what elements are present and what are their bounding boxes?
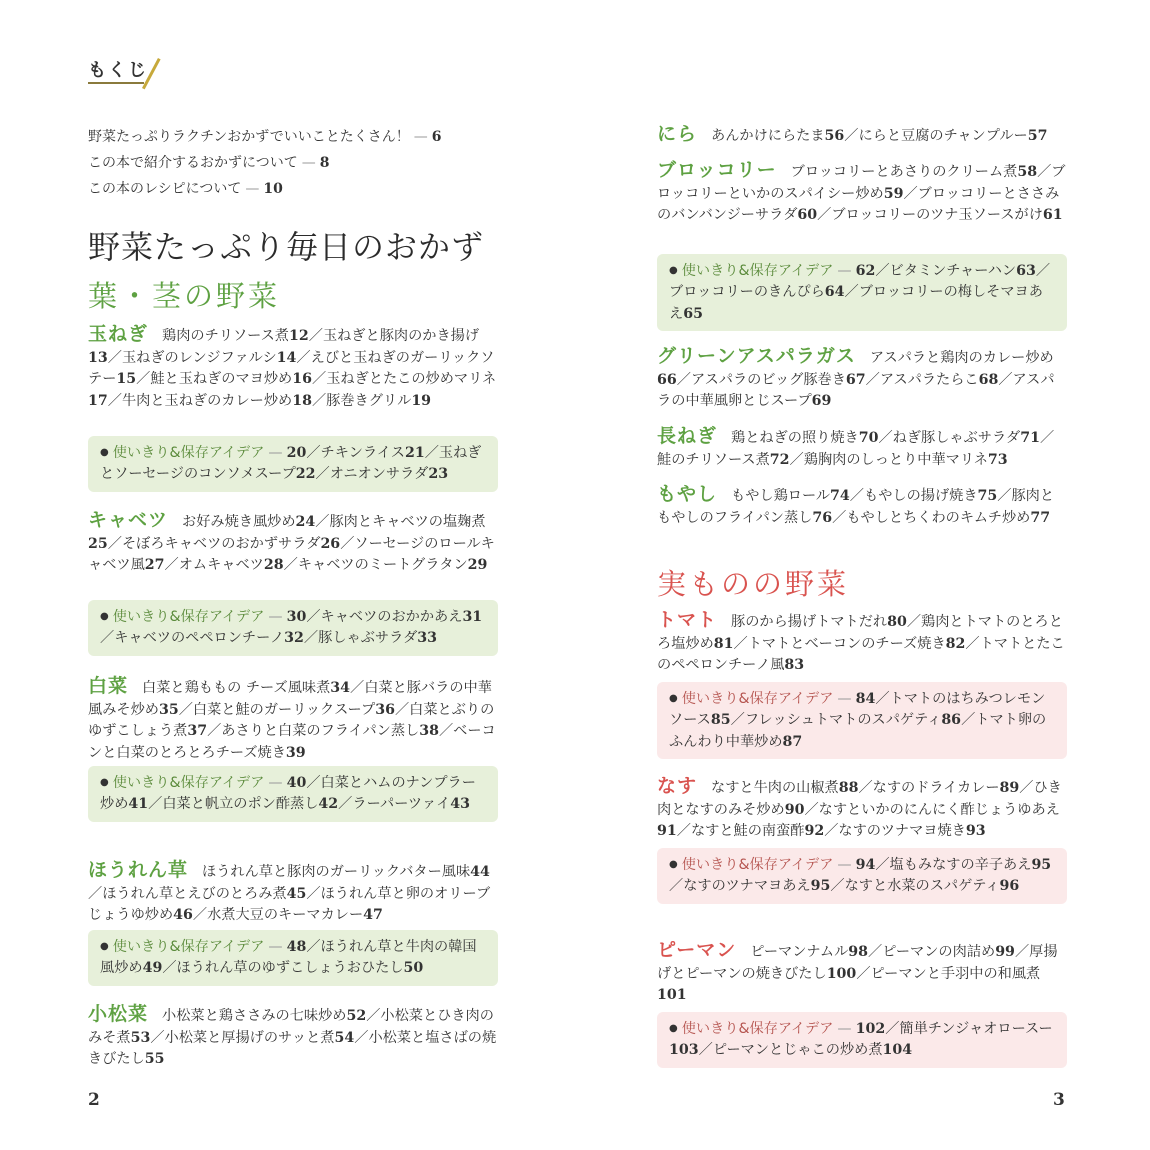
recipe-page: 22: [295, 466, 316, 483]
recipe-page: 69: [811, 393, 832, 409]
idea-box-tomato[interactable]: ● 使いきり&保存アイデア — 84／トマトのはちみつレモンソース85／フレッシュトマトのスパゲティ86／トマト卵のふんわり中華炒め87: [657, 682, 1067, 759]
recipe-title[interactable]: キャベツのおかかあえ: [320, 608, 463, 625]
recipe-page: 41: [128, 796, 149, 813]
recipe-page: 35: [158, 701, 179, 718]
recipe-page: 18: [292, 392, 312, 409]
recipe-page: 96: [999, 878, 1020, 895]
recipe-page: 46: [173, 907, 193, 923]
entry-nira[interactable]: にら あんかけにらたま56／にらと豆腐のチャンプルー57: [657, 123, 1048, 145]
recipe-page: 57: [1027, 128, 1048, 144]
recipe-page: 89: [999, 780, 1020, 796]
recipe-page: 47: [363, 907, 383, 923]
recipe-page: 28: [263, 557, 284, 573]
recipe-title[interactable]: ブロッコリーの梅しそマヨあえ: [669, 284, 1043, 322]
recipe-title[interactable]: 牛肉と玉ねぎのカレー炒め: [121, 392, 293, 409]
idea-page: 94: [855, 856, 876, 873]
recipe-page: 72: [769, 451, 790, 468]
recipe-page: 42: [318, 796, 339, 813]
recipe-page: 92: [804, 823, 825, 839]
recipe-title[interactable]: 玉ねぎと豚肉のかき揚げ: [322, 328, 480, 344]
recipe-title[interactable]: 豚しゃぶサラダ: [318, 630, 418, 647]
category-fruit-title: 実ものの野菜: [657, 567, 850, 601]
idea-label: 使いきり&保存アイデア: [112, 444, 265, 461]
recipe-title[interactable]: アスパラと鶏肉のカレー炒め: [869, 350, 1054, 366]
recipe-page: 53: [130, 1029, 151, 1046]
idea-label: 使いきり&保存アイデア: [112, 608, 265, 625]
recipe-title[interactable]: 鮭のチリソース煮: [657, 451, 770, 468]
idea-box-broccoli[interactable]: ● 使いきり&保存アイデア — 62／ビタミンチャーハン63／ブロッコリーのきんぴら64／ブロッコリーの梅しそマヨあえ65: [657, 254, 1067, 331]
recipe-page: 63: [1016, 262, 1036, 279]
page-number-left: 2: [88, 1090, 100, 1110]
idea-box-piman[interactable]: ● 使いきり&保存アイデア — 102／簡単チンジャオロースー103／ピーマンとじゃこの炒め煮104: [657, 1012, 1067, 1068]
intro-item[interactable]: この本で紹介するおかずについて — 8: [88, 155, 330, 171]
entry-nasu[interactable]: なす なすと牛肉の山椒煮88／なすのドライカレー89／ひき肉となすのみそ炒め90／なすといかのにんにく酢じょうゆあえ91／なすと鮭の南蛮酢92／なすのツナマヨ焼き93: [657, 775, 1062, 839]
recipe-page: 103: [669, 1042, 699, 1059]
idea-label: 使いきり&保存アイデア: [681, 1020, 834, 1037]
recipe-title[interactable]: アスパラたらこ: [879, 371, 979, 388]
vegetable-name: グリーンアスパラガス: [657, 345, 856, 367]
recipe-title[interactable]: 小松菜と厚揚げのサッと煮: [164, 1029, 335, 1046]
recipe-page: 27: [144, 557, 165, 573]
vegetable-name: 玉ねぎ: [88, 323, 149, 345]
recipe-page: 74: [830, 488, 850, 504]
recipe-page: 13: [88, 349, 108, 366]
recipe-title[interactable]: なすと水菜のスパゲティ: [844, 878, 1000, 895]
idea-label: 使いきり&保存アイデア: [681, 690, 834, 707]
recipe-title[interactable]: ほうれん草と牛肉の韓国風炒め: [100, 938, 477, 977]
recipe-page: 19: [411, 392, 432, 409]
recipe-title[interactable]: ブロッコリーとささみのバンバンジーサラダ: [657, 185, 1060, 223]
recipe-title[interactable]: ブロッコリーとあさりのクリーム煮: [790, 164, 1018, 180]
idea-page: 40: [286, 774, 307, 791]
recipe-title[interactable]: 玉ねぎとソーセージのコンソメスープ: [100, 444, 482, 483]
idea-page: 48: [286, 938, 307, 955]
bullet-icon: ●: [669, 265, 678, 276]
recipe-title[interactable]: 玉ねぎとたこの炒めマリネ: [326, 371, 497, 387]
entry-broccoli[interactable]: ブロッコリー ブロッコリーとあさりのクリーム煮58／ブロッコリーといかのスパイシー炒め59／ブロッコリーとささみのバンバンジーサラダ60／ブロッコリーのツナ玉ソースがけ61: [657, 159, 1066, 223]
recipe-page: 73: [987, 451, 1008, 468]
recipe-page: 21: [404, 444, 425, 461]
recipe-title[interactable]: 鶏胸肉のしっとり中華マリネ: [803, 451, 988, 468]
recipe-title[interactable]: ベーコンと白菜のとろとろチーズ焼き: [88, 723, 496, 761]
recipe-title[interactable]: 豚巻きグリル: [326, 392, 412, 409]
recipe-title[interactable]: なすと鮭の南蛮酢: [690, 823, 805, 839]
intro-page: 6: [431, 129, 442, 145]
recipe-page: 95: [1031, 856, 1052, 873]
recipe-title[interactable]: あさりと白菜のフライパン蒸し: [221, 723, 420, 739]
entry-tamanegi[interactable]: 玉ねぎ 鶏肉のチリソース煮12／玉ねぎと豚肉のかき揚げ13／玉ねぎのレンジファルシ14／えびと玉ねぎのガーリックソテー15／鮭と玉ねぎのマヨ炒め16／玉ねぎとたこの炒めマリネ17／牛肉と玉ねぎのカレー炒め18／豚巻きグリル19: [88, 323, 497, 409]
recipe-title[interactable]: もやしの揚げ焼き: [864, 488, 978, 504]
recipe-page: 100: [826, 965, 857, 982]
recipe-title[interactable]: なすのドライカレー: [872, 780, 1000, 796]
recipe-title[interactable]: 白菜とハムのナンプラー炒め: [100, 774, 476, 813]
vegetable-name: にら: [657, 123, 698, 145]
recipe-title[interactable]: トマト卵のふんわり中華炒め: [669, 712, 1047, 750]
recipe-title[interactable]: 鶏肉とトマトのとろとろ塩炒め: [657, 614, 1063, 652]
recipe-title[interactable]: 白菜と鮭のガーリックスープ: [192, 701, 376, 718]
recipe-page: 29: [467, 557, 488, 573]
recipe-page: 76: [812, 509, 833, 526]
idea-page: 62: [855, 262, 876, 279]
idea-label: 使いきり&保存アイデア: [112, 938, 265, 955]
recipe-title[interactable]: 白菜とぶりのゆずこしょう煮: [88, 701, 495, 739]
recipe-page: 70: [858, 430, 879, 446]
entry-naganegi[interactable]: 長ねぎ 鶏とねぎの照り焼き70／ねぎ豚しゃぶサラダ71／鮭のチリソース煮72／鶏胸肉のしっとり中華マリネ73: [657, 425, 1055, 468]
idea-page: 102: [855, 1020, 886, 1037]
recipe-title[interactable]: ピーマンナムル: [750, 944, 849, 960]
recipe-title[interactable]: ブロッコリーのきんぴら: [669, 284, 825, 301]
vegetable-name: キャベツ: [88, 509, 169, 531]
bullet-icon: ●: [100, 447, 109, 458]
recipe-page: 88: [838, 780, 859, 796]
vegetable-name: 白菜: [88, 675, 129, 697]
recipe-page: 43: [450, 796, 471, 813]
entry-piman[interactable]: ピーマン ピーマンナムル98／ピーマンの肉詰め99／厚揚げとピーマンの焼きびたし100／ピーマンと手羽中の和風煮101: [657, 939, 1058, 1003]
recipe-title[interactable]: ラーパーツァイ: [352, 796, 451, 813]
recipe-page: 49: [142, 960, 163, 977]
recipe-page: 33: [417, 630, 438, 647]
vegetable-name: ピーマン: [657, 939, 737, 961]
recipe-title[interactable]: なすのツナマヨあえ: [683, 878, 811, 895]
recipe-page: 37: [187, 723, 208, 739]
recipe-page: 31: [462, 608, 483, 625]
recipe-page: 81: [713, 635, 734, 652]
recipe-page: 56: [824, 128, 845, 144]
recipe-title[interactable]: キャベツのミートグラタン: [297, 557, 468, 573]
recipe-title[interactable]: なすといかのにんにく酢じょうゆあえ: [818, 801, 1060, 818]
recipe-page: 12: [289, 328, 309, 344]
recipe-page: 87: [782, 733, 803, 750]
main-title: 野菜たっぷり毎日のおかず: [88, 228, 485, 266]
idea-box-horenso[interactable]: ● 使いきり&保存アイデア — 48／ほうれん草と牛肉の韓国風炒め49／ほうれん草のゆずこしょうおひたし50: [88, 930, 498, 986]
bullet-icon: ●: [669, 693, 678, 704]
recipe-page: 90: [784, 801, 805, 818]
recipe-page: 44: [470, 864, 490, 880]
mokuji-heading: もくじ: [88, 60, 148, 81]
recipe-title[interactable]: トマトのはちみつレモンソース: [669, 690, 1046, 729]
bullet-icon: ●: [100, 941, 109, 952]
recipe-title[interactable]: もやし鶏ロール: [731, 488, 831, 504]
recipe-page: 82: [945, 635, 966, 652]
idea-label: 使いきり&保存アイデア: [681, 262, 834, 279]
recipe-title[interactable]: 白菜と鶏ももの チーズ風味煮: [142, 680, 331, 696]
recipe-title[interactable]: ほうれん草とえびのとろみ煮: [102, 885, 287, 902]
recipe-title[interactable]: にらと豆腐のチャンプルー: [858, 128, 1028, 144]
vegetable-name: ブロッコリー: [657, 159, 777, 181]
recipe-title[interactable]: なすと牛肉の山椒煮: [711, 780, 839, 796]
recipe-title[interactable]: 鶏肉のチリソース煮: [162, 328, 289, 344]
recipe-page: 60: [797, 207, 818, 223]
recipe-page: 25: [88, 535, 108, 552]
entry-asparagus[interactable]: グリーンアスパラガス アスパラと鶏肉のカレー炒め66／アスパラのビッグ豚巻き67／アスパラたらこ68／アスパラの中華風卵とじスープ69: [657, 345, 1055, 409]
idea-box-nasu[interactable]: ● 使いきり&保存アイデア — 94／塩もみなすの辛子あえ95／なすのツナマヨあえ95／なすと水菜のスパゲティ96: [657, 848, 1067, 904]
recipe-title[interactable]: ビタミンチャーハン: [889, 262, 1017, 279]
recipe-title[interactable]: そぼろキャベツのおかずサラダ: [121, 535, 321, 552]
intro-text: この本で紹介するおかずについて: [88, 155, 298, 171]
page-number-right: 3: [1053, 1090, 1065, 1110]
recipe-title[interactable]: 玉ねぎのレンジファルシ: [121, 349, 277, 366]
recipe-page: 77: [1030, 509, 1051, 526]
category-leaf-title: 葉・茎の野菜: [88, 279, 281, 313]
entry-cabbage[interactable]: キャベツ お好み焼き風炒め24／豚肉とキャベツの塩麹煮25／そぼろキャベツのおかずサラダ26／ソーセージのロールキャベツ風27／オムキャベツ28／キャベツのミートグラタン29: [88, 509, 495, 573]
idea-page: 84: [855, 690, 876, 707]
recipe-title[interactable]: ほうれん草と卵のオリーブじょうゆ炒め: [88, 885, 491, 923]
recipe-title[interactable]: 豚肉とキャベツの塩麹煮: [329, 514, 486, 530]
recipe-page: 95: [810, 878, 831, 895]
recipe-page: 14: [276, 349, 297, 366]
recipe-title[interactable]: トマトとたこのペペロンチーノ風: [657, 635, 1065, 673]
recipe-title[interactable]: ピーマンの肉詰め: [882, 944, 996, 960]
bullet-icon: ●: [669, 1023, 678, 1034]
vegetable-name: なす: [657, 775, 698, 797]
recipe-page: 39: [285, 744, 306, 761]
recipe-page: 86: [941, 712, 962, 729]
recipe-page: 104: [882, 1042, 913, 1059]
recipe-page: 83: [784, 657, 805, 673]
recipe-page: 64: [824, 284, 845, 301]
intro-page: 10: [263, 181, 283, 197]
intro-item[interactable]: 野菜たっぷりラクチンおかずでいいことたくさん！ — 6: [88, 129, 442, 145]
recipe-title[interactable]: オムキャベツ: [178, 557, 264, 573]
recipe-title[interactable]: 水煮大豆のキーマカレー: [207, 907, 364, 923]
intro-text: この本のレシピについて: [88, 181, 242, 197]
recipe-page: 16: [292, 371, 312, 387]
recipe-page: 24: [295, 514, 316, 530]
recipe-page: 45: [286, 885, 307, 902]
recipe-page: 58: [1017, 164, 1038, 180]
bullet-icon: ●: [669, 859, 678, 870]
recipe-page: 85: [710, 712, 731, 729]
recipe-title[interactable]: あんかけにらたま: [711, 128, 825, 144]
recipe-title[interactable]: 厚揚げとピーマンの焼きびたし: [657, 944, 1058, 982]
entry-komatsuna[interactable]: 小松菜 小松菜と鶏ささみの七味炒め52／小松菜とひき肉のみそ煮53／小松菜と厚揚げのサッと煮54／小松菜と塩さばの焼きびたし55: [88, 1003, 497, 1067]
recipe-title[interactable]: ブロッコリーのツナ玉ソースがけ: [831, 207, 1043, 223]
recipe-title[interactable]: キャベツのペペロンチーノ: [114, 630, 285, 647]
recipe-title[interactable]: ねぎ豚しゃぶサラダ: [892, 430, 1021, 446]
idea-box-cabbage[interactable]: ● 使いきり&保存アイデア — 30／キャベツのおかかあえ31／キャベツのペペロンチーノ32／豚しゃぶサラダ33: [88, 600, 498, 656]
recipe-page: 65: [683, 305, 703, 322]
idea-box-tamanegi[interactable]: ● 使いきり&保存アイデア — 20／チキンライス21／玉ねぎとソーセージのコンソメスープ22／オニオンサラダ23: [88, 436, 498, 492]
recipe-page: 23: [428, 466, 449, 483]
recipe-page: 17: [88, 392, 108, 409]
recipe-title[interactable]: お好み焼き風炒め: [182, 514, 296, 530]
recipe-page: 15: [116, 371, 137, 387]
recipe-page: 99: [995, 944, 1015, 960]
intro-page: 8: [319, 155, 330, 171]
recipe-title[interactable]: 小松菜とひき肉のみそ煮: [88, 1008, 494, 1046]
recipe-title[interactable]: 豚肉ともやしのフライパン蒸し: [657, 488, 1055, 526]
bullet-icon: ●: [100, 611, 109, 622]
recipe-page: 50: [403, 960, 424, 977]
recipe-title[interactable]: ピーマンと手羽中の和風煮: [870, 965, 1041, 982]
mokuji-underline: [88, 82, 144, 84]
recipe-page: 34: [330, 680, 351, 696]
recipe-title[interactable]: 簡単チンジャオロースー: [899, 1020, 1053, 1037]
recipe-title[interactable]: 小松菜と塩さばの焼きびたし: [88, 1029, 497, 1067]
recipe-title[interactable]: 鮭と玉ねぎのマヨ炒め: [150, 371, 293, 387]
recipe-title[interactable]: アスパラの中華風卵とじスープ: [657, 371, 1055, 409]
recipe-title[interactable]: ほうれん草と豚肉のガーリックバター風味: [202, 864, 471, 880]
recipe-title[interactable]: なすのツナマヨ焼き: [838, 823, 966, 839]
vegetable-name: ほうれん草: [88, 859, 189, 881]
recipe-page: 98: [848, 944, 869, 960]
vegetable-name: 小松菜: [88, 1003, 149, 1025]
recipe-title[interactable]: ブロッコリーといかのスパイシー炒め: [657, 164, 1066, 202]
recipe-page: 91: [657, 823, 677, 839]
intro-text: 野菜たっぷりラクチンおかずでいいことたくさん！: [88, 129, 410, 145]
recipe-page: 26: [320, 535, 341, 552]
recipe-title[interactable]: 塩もみなすの辛子あえ: [889, 856, 1032, 873]
bullet-icon: ●: [100, 777, 109, 788]
recipe-page: 80: [887, 614, 907, 630]
entry-tomato[interactable]: トマト 豚のから揚げトマトだれ80／鶏肉とトマトのとろとろ塩炒め81／トマトとベーコンのチーズ焼き82／トマトとたこのペペロンチーノ風83: [657, 609, 1065, 673]
recipe-title[interactable]: ひき肉となすのみそ炒め: [657, 780, 1062, 818]
recipe-title[interactable]: チキンライス: [320, 444, 405, 461]
recipe-title[interactable]: ソーセージのロールキャベツ風: [88, 535, 495, 573]
entry-horenso[interactable]: ほうれん草 ほうれん草と豚肉のガーリックバター風味44／ほうれん草とえびのとろみ煮45／ほうれん草と卵のオリーブじょうゆ炒め46／水煮大豆のキーマカレー47: [88, 859, 491, 923]
recipe-page: 59: [883, 185, 904, 202]
vegetable-name: 長ねぎ: [657, 425, 718, 447]
recipe-page: 68: [978, 371, 999, 388]
recipe-page: 55: [144, 1051, 165, 1067]
vegetable-name: トマト: [657, 609, 718, 631]
recipe-title[interactable]: 豚のから揚げトマトだれ: [731, 614, 888, 630]
vegetable-name: もやし: [657, 483, 718, 505]
idea-label: 使いきり&保存アイデア: [112, 774, 265, 791]
recipe-title[interactable]: トマトとベーコンのチーズ焼き: [747, 635, 946, 652]
idea-page: 20: [286, 444, 307, 461]
recipe-page: 93: [965, 823, 986, 839]
recipe-title[interactable]: オニオンサラダ: [329, 466, 429, 483]
recipe-title[interactable]: 白菜と豚バラの中華風みそ炒め: [88, 680, 492, 718]
intro-list: [88, 124, 441, 202]
entry-hakusai[interactable]: 白菜 白菜と鶏ももの チーズ風味煮34／白菜と豚バラの中華風みそ炒め35／白菜と鮭のガーリックスープ36／白菜とぶりのゆずこしょう煮37／あさりと白菜のフライパン蒸し38／ベーコンと白菜のとろとろチーズ焼き39: [88, 675, 496, 761]
idea-page: 30: [286, 608, 307, 625]
idea-box-hakusai[interactable]: ● 使いきり&保存アイデア — 40／白菜とハムのナンプラー炒め41／白菜と帆立のポン酢蒸し42／ラーパーツァイ43: [88, 766, 498, 822]
recipe-page: 54: [334, 1029, 355, 1046]
recipe-page: 36: [375, 701, 395, 718]
recipe-page: 75: [977, 488, 998, 504]
recipe-title[interactable]: ほうれん草のゆずこしょうおひたし: [176, 960, 404, 977]
right-page: [575, 0, 1150, 1150]
recipe-title[interactable]: ピーマンとじゃこの炒め煮: [712, 1042, 883, 1059]
recipe-title[interactable]: アスパラのビッグ豚巻き: [690, 371, 846, 388]
recipe-page: 71: [1020, 430, 1040, 446]
recipe-page: 61: [1042, 207, 1063, 223]
recipe-page: 32: [284, 630, 304, 647]
recipe-page: 38: [419, 723, 439, 739]
recipe-page: 66: [657, 371, 677, 388]
recipe-title[interactable]: 白菜と帆立のポン酢蒸し: [162, 796, 319, 813]
recipe-page: 101: [657, 987, 687, 1003]
recipe-title[interactable]: えびと玉ねぎのガーリックソテー: [88, 349, 495, 387]
recipe-page: 52: [346, 1008, 367, 1024]
entry-moyashi[interactable]: もやし もやし鶏ロール74／もやしの揚げ焼き75／豚肉ともやしのフライパン蒸し76／もやしとちくわのキムチ炒め77: [657, 483, 1055, 526]
recipe-title[interactable]: 鶏とねぎの照り焼き: [731, 430, 859, 446]
intro-item[interactable]: この本のレシピについて — 10: [88, 181, 283, 197]
recipe-title[interactable]: 小松菜と鶏ささみの七味炒め: [162, 1008, 347, 1024]
recipe-title[interactable]: もやしとちくわのキムチ炒め: [846, 509, 1031, 526]
recipe-page: 67: [845, 371, 866, 388]
idea-label: 使いきり&保存アイデア: [681, 856, 834, 873]
recipe-title[interactable]: フレッシュトマトのスパゲティ: [744, 712, 942, 729]
